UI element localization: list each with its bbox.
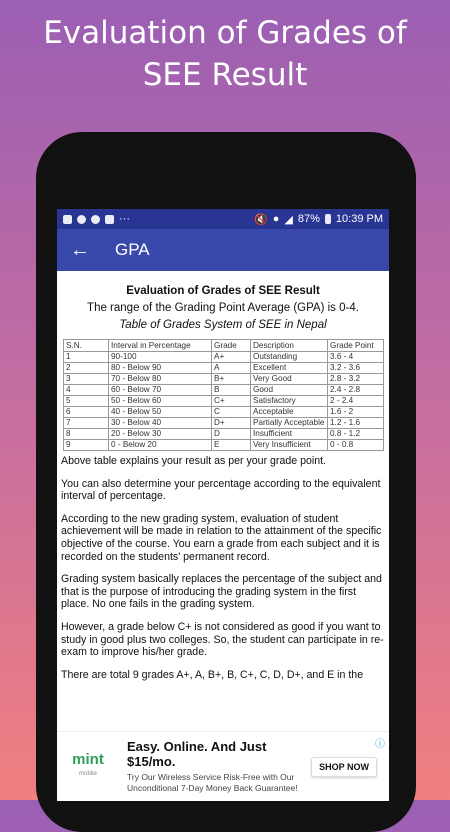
pinterest-notification-icon [91, 215, 100, 224]
table-row [64, 440, 384, 451]
table-cell: A [212, 363, 251, 374]
table-cell: 90-100 [109, 352, 212, 363]
table-cell: B+ [212, 374, 251, 385]
table-cell: 40 - Below 50 [109, 407, 212, 418]
table-cell: Acceptable [251, 407, 328, 418]
article-paragraph: There are total 9 grades A+, A, B+, B, C+, C, D, D+, and E in the [61, 668, 364, 681]
table-cell: C+ [212, 396, 251, 407]
table-row [64, 396, 384, 407]
overflow-notifications-icon: ··· [119, 213, 130, 225]
table-row [64, 385, 384, 396]
promo-title-line2: SEE Result [142, 57, 308, 93]
table-header-cell: S.N. [64, 340, 109, 352]
table-cell: 60 - Below 70 [109, 385, 212, 396]
table-cell: C [212, 407, 251, 418]
table-cell: 4 [64, 385, 109, 396]
clock: 10:39 PM [335, 213, 383, 225]
table-cell: 9 [64, 440, 109, 451]
table-cell: 30 - Below 40 [109, 418, 212, 429]
shop-now-button[interactable]: SHOP NOW [311, 757, 377, 777]
table-cell: 20 - Below 30 [109, 429, 212, 440]
table-cell: Very Good [251, 374, 328, 385]
promo-title-line1: Evaluation of Grades of [43, 15, 407, 51]
table-cell: Outstanding [251, 352, 328, 363]
ad-logo[interactable] [57, 750, 119, 781]
table-row [64, 374, 384, 385]
image-notification-icon [63, 215, 72, 224]
table-cell: Good [251, 385, 328, 396]
table-cell: Insufficient [251, 429, 328, 440]
article-paragraph: According to the new grading system, evaluation of student achievement will be made in relation to the attainment of the specific objective of the course. You earn a grade from each subject and it is recorded on the students' permanent record. [61, 512, 382, 563]
table-cell: 2 [64, 363, 109, 374]
messenger-notification-icon [77, 215, 86, 224]
ad-banner[interactable] [57, 731, 389, 801]
table-cell: 80 - Below 90 [109, 363, 212, 374]
page-title: GPA [115, 240, 150, 259]
ad-logo-text: mint [72, 750, 104, 768]
mute-icon: 🔇 [254, 213, 268, 226]
table-cell: 2.4 - 2.8 [328, 385, 384, 396]
table-cell: 6 [64, 407, 109, 418]
table-cell: 1.6 - 2 [328, 407, 384, 418]
table-cell: 5 [64, 396, 109, 407]
signal-icon: ◢ [284, 213, 293, 226]
article-subtitle: The range of the Grading Point Average (GPA) is 0-4. [87, 302, 359, 314]
ad-text[interactable] [119, 739, 311, 794]
table-cell: 0 - 0.8 [328, 440, 384, 451]
article-title: Evaluation of Grades of SEE Result [126, 285, 320, 297]
table-cell: 7 [64, 418, 109, 429]
article-content[interactable] [57, 271, 389, 681]
table-cell: Partially Acceptable [251, 418, 328, 429]
table-cell: 50 - Below 60 [109, 396, 212, 407]
ad-info-icon[interactable]: ⓘ [375, 739, 385, 750]
table-header-cell: Grade [212, 340, 251, 352]
ad-logo-subtext: mobile [79, 770, 97, 777]
article-paragraph: You can also determine your percentage according to the equivalent interval of percentage. [61, 477, 381, 503]
back-arrow-icon[interactable]: ← [70, 238, 90, 261]
table-cell: 70 - Below 80 [109, 374, 212, 385]
table-cell: 2.8 - 3.2 [328, 374, 384, 385]
table-cell: 0 - Below 20 [109, 440, 212, 451]
table-caption: Table of Grades System of SEE in Nepal [119, 319, 327, 331]
promo-title [0, 12, 450, 96]
table-cell: B [212, 385, 251, 396]
table-cell: 1.2 - 1.6 [328, 418, 384, 429]
article-paragraph: Above table explains your result as per your grade point. [61, 455, 326, 467]
table-row [64, 429, 384, 440]
table-cell: 3 [64, 374, 109, 385]
table-row [64, 418, 384, 429]
table-cell: Excellent [251, 363, 328, 374]
battery-icon [325, 214, 331, 224]
wifi-icon: ● [272, 213, 280, 225]
table-cell: D+ [212, 418, 251, 429]
article-paragraph: However, a grade below C+ is not considered as good if you want to study in good plus two colleges. So, the student can participate in re-exam to improve his/her grade. [61, 620, 384, 659]
battery-percent: 87% [297, 213, 320, 225]
table-cell: Very Insufficient [251, 440, 328, 451]
mail-notification-icon [105, 215, 114, 224]
table-cell: 3.2 - 3.6 [328, 363, 384, 374]
table-cell: 2 - 2.4 [328, 396, 384, 407]
table-header-row [64, 340, 384, 352]
table-row [64, 352, 384, 363]
status-bar [57, 209, 389, 229]
table-cell: D [212, 429, 251, 440]
table-row [64, 363, 384, 374]
grades-table [63, 339, 384, 451]
article-paragraphs [61, 455, 385, 681]
ad-headline: Easy. Online. And Just $15/mo. [127, 739, 267, 769]
table-header-cell: Interval in Percentage [109, 340, 212, 352]
table-row [64, 407, 384, 418]
table-cell: E [212, 440, 251, 451]
app-bar [57, 229, 389, 271]
table-body [64, 352, 384, 451]
phone-screen [57, 209, 389, 800]
article-paragraph: Grading system basically replaces the percentage of the subject and that is the purpose of introducing the grading system in the first place. No one fails in the grading system. [61, 573, 382, 611]
table-cell: 3.6 - 4 [328, 352, 384, 363]
table-cell: 8 [64, 429, 109, 440]
table-header-cell: Description [251, 340, 328, 352]
table-cell: 1 [64, 352, 109, 363]
table-cell: 0.8 - 1.2 [328, 429, 384, 440]
ad-body: Try Our Wireless Service Risk-Free with Our Unconditional 7-Day Money Back Guarantee! [127, 772, 298, 793]
table-cell: A+ [212, 352, 251, 363]
table-header-cell: Grade Point [328, 340, 384, 352]
table-cell: Satisfactory [251, 396, 328, 407]
